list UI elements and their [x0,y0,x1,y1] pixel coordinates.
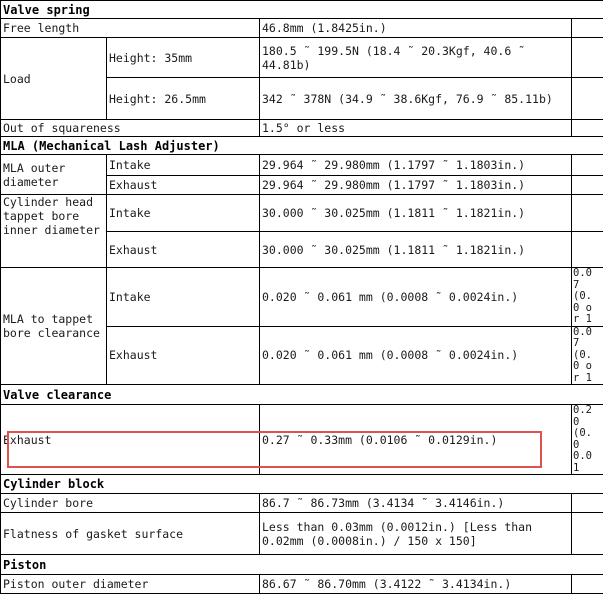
load-condition: Height: 35mm [107,38,260,78]
limit-value: 0.20 (0.0 0.01 [573,404,592,474]
flatness-value: Less than 0.03mm (0.0012in.) [Less than 0.02mm (0.0008in.) / 150 x 150] [260,513,572,555]
piston-outer-diameter-value: 86.67 ˜ 86.70mm (3.4122 ˜ 3.4134in.) [260,575,572,594]
table-row [1,120,603,137]
table-row [1,268,603,327]
mla-outer-diameter-value: 29.964 ˜ 29.980mm (1.1797 ˜ 1.1803in.) [260,155,572,176]
cylinder-bore-label: Cylinder bore [1,494,260,513]
limit-cell [572,268,603,327]
mla-outer-diameter-value: 29.964 ˜ 29.980mm (1.1797 ˜ 1.1803in.) [260,176,572,195]
free-length-value: 46.8mm (1.8425in.) [260,19,572,38]
tappet-bore-label: Cylinder head tappet bore inner diameter [1,195,107,268]
load-label: Load [1,38,107,120]
free-length-label: Free length [1,19,260,38]
out-of-squareness-label: Out of squareness [1,120,260,137]
section-title-cylinder-block: Cylinder block [1,475,603,494]
section-row-valve-clearance [1,385,603,405]
limit-cell [572,494,603,513]
limit-cell [572,195,603,232]
limit-cell [572,405,603,475]
valve-type: Exhaust [107,176,260,195]
limit-cell [572,120,603,137]
mla-clearance-label: MLA to tappet bore clearance [1,268,107,385]
valve-type: Exhaust [107,232,260,268]
limit-cell [572,38,603,78]
section-title-valve-spring: Valve spring [1,1,603,19]
table-row [1,195,603,232]
limit-cell [572,78,603,120]
section-title-mla: MLA (Mechanical Lash Adjuster) [1,137,603,155]
section-row-mla [1,137,603,155]
limit-cell [572,232,603,268]
exhaust-label: Exhaust [1,405,260,475]
valve-type: Intake [107,155,260,176]
out-of-squareness-value: 1.5° or less [260,120,572,137]
mla-outer-diameter-label: MLA outer diameter [1,155,107,195]
section-row-valve-spring [1,1,603,19]
limit-cell [572,19,603,38]
limit-cell [572,513,603,555]
exhaust-clearance-value: 0.27 ˜ 0.33mm (0.0106 ˜ 0.0129in.) [260,405,572,475]
limit-value: 0.07 (0.0 or 1 [573,267,592,325]
limit-cell [572,155,603,176]
mla-clearance-value: 0.020 ˜ 0.061 mm (0.0008 ˜ 0.0024in.) [260,268,572,327]
table-row [1,494,603,513]
limit-cell [572,176,603,195]
table-row [1,155,603,176]
flatness-label: Flatness of gasket surface [1,513,260,555]
valve-type: Exhaust [107,326,260,385]
cylinder-bore-value: 86.7 ˜ 86.73mm (3.4134 ˜ 3.4146in.) [260,494,572,513]
load-value: 180.5 ˜ 199.5N (18.4 ˜ 20.3Kgf, 40.6 ˜ 44.81b) [260,38,572,78]
section-title-valve-clearance: Valve clearance [1,385,603,405]
table-row [1,38,603,78]
table-row [1,19,603,38]
valve-type: Intake [107,268,260,327]
table-row [1,575,603,594]
table-row [1,405,603,475]
table-row [1,513,603,555]
tappet-bore-value: 30.000 ˜ 30.025mm (1.1811 ˜ 1.1821in.) [260,232,572,268]
limit-value: 0.07 (0.0 or 1 [573,326,592,384]
load-condition: Height: 26.5mm [107,78,260,120]
mla-clearance-value: 0.020 ˜ 0.061 mm (0.0008 ˜ 0.0024in.) [260,326,572,385]
load-value: 342 ˜ 378N (34.9 ˜ 38.6Kgf, 76.9 ˜ 85.11b) [260,78,572,120]
limit-cell [572,575,603,594]
piston-outer-diameter-label: Piston outer diameter [1,575,260,594]
tappet-bore-value: 30.000 ˜ 30.025mm (1.1811 ˜ 1.1821in.) [260,195,572,232]
limit-cell [572,326,603,385]
section-row-piston [1,555,603,575]
section-title-piston: Piston [1,555,603,575]
valve-type: Intake [107,195,260,232]
section-row-cylinder-block [1,475,603,494]
